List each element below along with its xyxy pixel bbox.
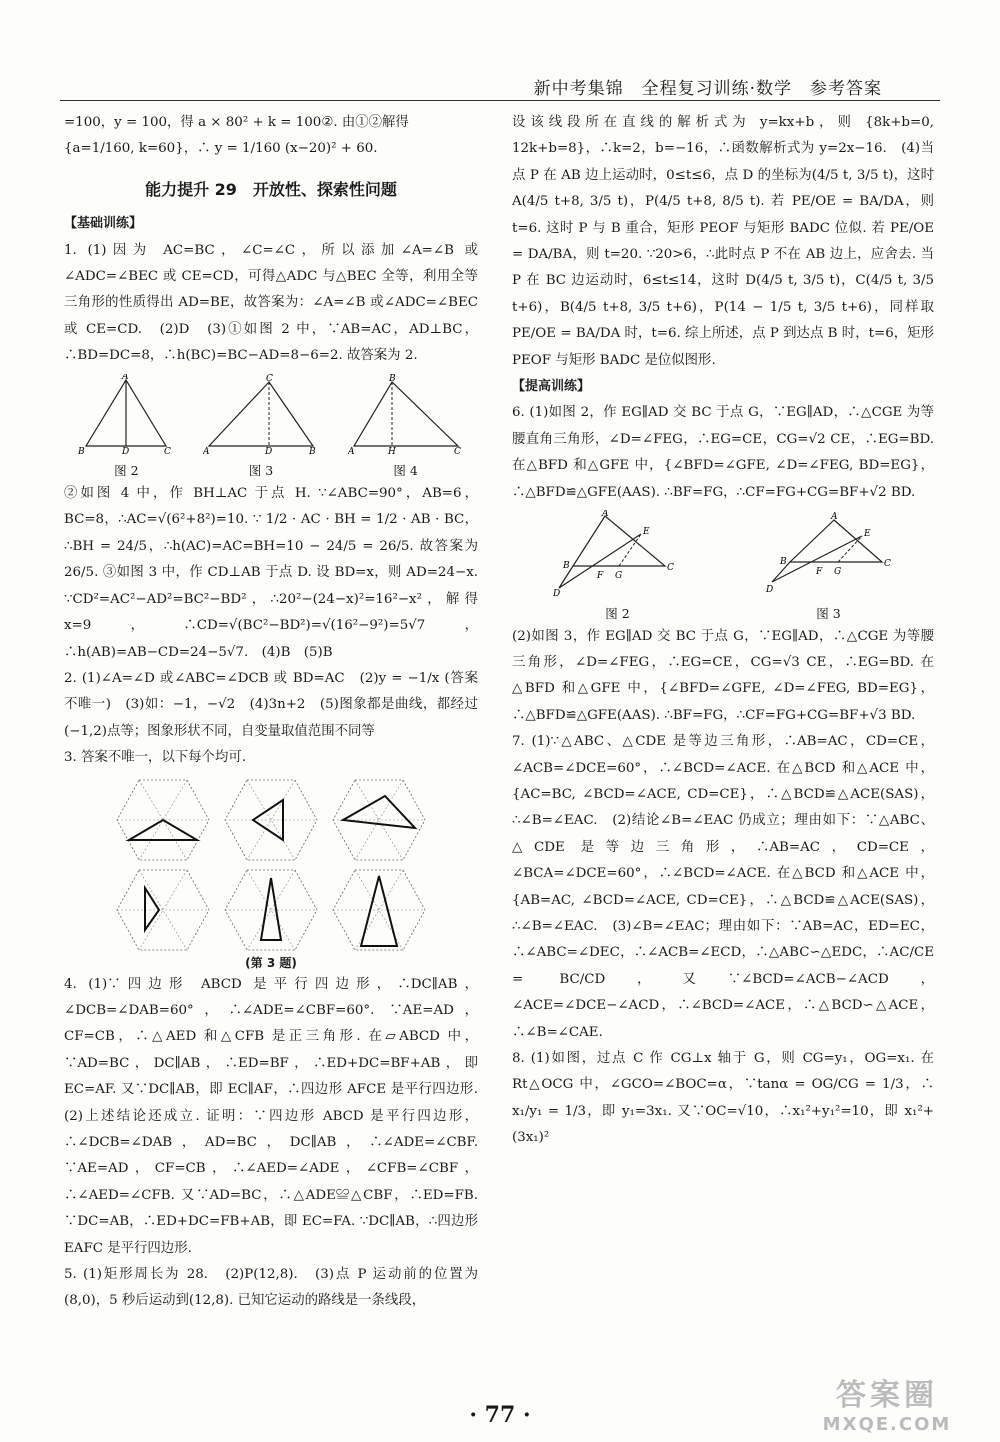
figure-row-triangles <box>64 374 478 479</box>
svg-text:A: A <box>830 512 837 523</box>
svg-text:C: C <box>666 563 674 574</box>
q6-figure-2-caption: 图 2 <box>605 605 630 621</box>
figure-row-q6 <box>512 510 934 621</box>
hexagon-triangle-5-icon <box>223 868 319 952</box>
figure-4-caption: 图 4 <box>393 463 418 479</box>
q6-figure-2-diagram-icon <box>553 510 683 596</box>
svg-text:B: B <box>562 561 570 572</box>
question-2: 2. (1)∠A=∠D 或∠ABC=∠DCB 或 BD=AC (2)y = −1/x (答案不唯一) (3)如：−1，−√2 (4)3n+2 (5)图象都是曲线，都经过(−1,2)点等；图象形状不同，自变量取值范围不同等 <box>64 670 478 739</box>
page-number: · 77 · <box>469 1402 531 1428</box>
hexagon-triangle-3-icon <box>331 778 427 862</box>
watermark-line-1: 答案圈 <box>836 1378 938 1413</box>
triangle-figure-3-icon <box>203 374 319 454</box>
svg-text:D: D <box>765 585 773 596</box>
left-column <box>64 110 492 1315</box>
svg-text:C: C <box>883 559 891 570</box>
right-column <box>512 110 934 1152</box>
question-6: 6. (1)如图 2，作 EG∥AD 交 BC 于点 G，∵EG∥AD，∴△CGE 为等腰直角三角形，∠D=∠FEG，∴EG=CE，CG=√2 CE，∴EG=BD. 在△BFD 和△GFE 中，{∠BFD=∠GFE, ∠D=∠FEG, BD=EG}，∴△BFD≌△GFE(AAS). ∴BF=FG，∴CF=FG+CG=BF+√2 BD. <box>512 405 934 500</box>
svg-text:G: G <box>833 567 841 578</box>
figure-3-caption: 图 3 <box>248 463 274 479</box>
section-title: 能力提升 29 开放性、探索性问题 <box>145 179 397 199</box>
q6-figure-2 <box>553 510 683 621</box>
intro-line-2: {a=1/160, k=60}，∴ y = 1/160 (x−20)² + 60. <box>64 141 378 157</box>
svg-text:C: C <box>265 373 273 384</box>
question-4: 4. (1)∵四边形 ABCD 是平行四边形，∴DC∥AB，∠DCB=∠DAB=60°，∴∠ADE=∠CBF=60°. ∵AE=AD，CF=CB，∴△AED 和△CFB 是正三角形. 在▱ABCD 中，∵AD=BC，DC∥AB，∴ED=BF，∴ED+DC=BF+AB，即 EC=AF. 又∵DC∥AB，即 EC∥AF，∴四边形 AFCE 是平行四边形. (2)上述结论还成立. 证明：∵四边形 ABCD 是平行四边形，∴∠DCB=∠DAB，AD=BC，DC∥AB，∴∠ADE=∠CBF. ∵AE=AD，CF=CB，∴∠AED=∠ADE，∠CFB=∠CBF，∴∠AED=∠CFB. 又∵AD=BC，∴△ADE≌△CBF，∴ED=FB. ∵DC=AB，∴ED+DC=FB+AB，即 EC=FA. ∵DC∥AB，∴四边形 EAFC 是平行四边形. <box>64 976 492 1256</box>
triangle-figure-4-icon <box>348 374 464 454</box>
question-6-continued: (2)如图 3，作 EG∥AD 交 BC 于点 G，∵EG∥AD，∴△CGE 为等腰三角形，∠D=∠FEG，∴EG=CE，CG=√3 CE，∴EG=BD. 在△BFD 和△GFE 中，{∠BFD=∠GFE, ∠D=∠FEG, BD=EG}，∴△BFD≌△GFE(AAS). ∴BF=FG，∴CF=FG+CG=BF+√3 BD. <box>512 628 934 723</box>
figure-2-caption: 图 2 <box>114 463 139 479</box>
svg-text:F: F <box>596 571 603 582</box>
svg-text:B: B <box>388 373 396 384</box>
svg-text:B: B <box>779 557 787 568</box>
watermark-logo <box>792 1370 982 1436</box>
svg-text:A: A <box>122 373 129 382</box>
q6-figure-3 <box>764 510 894 621</box>
header-rule <box>60 100 940 101</box>
svg-text:B: B <box>78 446 85 454</box>
svg-text:F: F <box>815 567 822 578</box>
question-5-continued: 设该线段所在直线的解析式为 y=kx+b，则 {8k+b=0, 12k+b=8}，∴k=2，b=−16，∴函数解析式为 y=2x−16. (4)当点 P 在 AB 边上运动时，0≤t≤6，点 D 的坐标为(4/5 t, 3/5 t)，这时 A(4/5 t+8, 3/5 t)，P(4/5 t+8, 8/5 t). 若 PE/OE = BA/DA，则 t=6. 这时 P 与 B 重合，矩形 PEOF 与矩形 BADC 位似. 若 PE/OE = DA/BA，则 t=20. ∵20>6，∴此时点 P 不在 AB 边上，应舍去. 当 P 在 BC 边运动时，6≤t≤14，这时 D(4/5 t, 3/5 t)，C(4/5 t, 3/5 t+6)，B(4/5 t+8, 3/5 t+6)，P(14 − 1/5 t, 3/5 t+6)，同样取 PE/OE = BA/DA 时，t=6. 综上所述，点 P 到达点 B 时，t=6，矩形 PEOF 与矩形 BADC 是位似图形. <box>512 115 934 368</box>
svg-text:D: D <box>552 589 560 597</box>
figure-4 <box>348 374 464 479</box>
running-header: 新中考集锦 全程复习训练·数学 参考答案 <box>533 79 882 99</box>
figure-3 <box>203 374 319 479</box>
question-1: 1. (1)因为 AC=BC，∠C=∠C，所以添加∠A=∠B 或∠ADC=∠BEC 或 CE=CD，可得△ADC 与△BEC 全等，利用全等三角形的性质得出 AD=BE，故答案为：∠A=∠B 或∠ADC=∠BEC 或 CE=CD. (2)D (3)①如图 2 中，∵AB=AC，AD⊥BC，∴BD=DC=8，∴h(BC)=BC−AD=8−6=2. 故答案为 2. <box>64 242 478 364</box>
question-3: 3. 答案不唯一，以下每个均可. <box>64 750 246 766</box>
hexagon-triangle-6-icon <box>331 868 427 952</box>
hexagon-triangle-2-icon <box>223 778 319 862</box>
svg-text:A: A <box>347 446 355 454</box>
question-3-caption: (第 3 题) <box>245 955 297 970</box>
question-7: 7. (1)∵△ABC、△CDE 是等边三角形，∴AB=AC，CD=CE，∠ACB=∠DCE=60°，∴∠BCD=∠ACE. 在△BCD 和△ACE 中，{AC=BC, ∠BCD=∠ACE, CD=CE}，∴△BCD≌△ACE(SAS)，∴∠B=∠EAC. (2)结论∠B=∠EAC 仍成立；理由如下：∵△ABC、△CDE 是等边三角形，∴AB=AC，CD=CE，∠BCA=∠DCE=60°，∴∠BCD=∠ACE. 在△BCD 和△ACE 中，{AB=AC, ∠BCD=∠ACE, CD=CE}，∴△BCD≌△ACE(SAS)，∴∠B=∠EAC. (3)∠B=∠EAC；理由如下：∵AB=AC，ED=EC，∴∠ABC=∠DEC，∴∠ACB=∠ECD，∴△ABC∽△EDC，∴AC/CE = BC/CD，又∵∠BCD=∠ACB−∠ACD，∠ACE=∠DCE−∠ACD，∴∠BCD=∠ACE，∴△BCD∽△ACE，∴∠B=∠CAE. <box>512 734 934 1040</box>
intro-line-1: =100，y = 100，得 a × 80² + k = 100②. 由①②解得 <box>64 115 409 130</box>
svg-text:E: E <box>863 529 871 540</box>
svg-text:C: C <box>453 446 461 454</box>
svg-text:C: C <box>164 446 172 454</box>
svg-text:D: D <box>122 446 130 454</box>
triangle-figure-2-icon <box>78 374 174 454</box>
advanced-training-label: 【提高训练】 <box>512 379 591 395</box>
hexagon-grid-figures <box>64 778 478 952</box>
svg-text:H: H <box>387 446 396 454</box>
svg-text:A: A <box>202 446 210 454</box>
svg-text:B: B <box>308 446 316 454</box>
basic-training-label: 【基础训练】 <box>64 216 143 232</box>
hexagon-triangle-4-icon <box>115 868 211 952</box>
q6-figure-3-caption: 图 3 <box>816 605 841 621</box>
svg-text:A: A <box>601 510 608 520</box>
q6-figure-3-diagram-icon <box>764 510 894 596</box>
question-1-continued: ②如图 4 中，作 BH⊥AC 于点 H. ∵∠ABC=90°，AB=6，BC=8，∴AC=√(6²+8²)=10. ∵ 1/2 · AC · BH = 1/2 · AB · BC，∴BH = 24/5，∴h(AC)=AC=BH=10 − 24/5 = 26/5. 故答案为 26/5. ③如图 3 中，作 CD⊥AB 于点 D. 设 BD=x，则 AD=24−x. ∵CD²=AC²−AD²=BC²−BD²，∴20²−(24−x)²=16²−x²，解得 x=9，∴CD=√(BC²−BD²)=√(16²−9²)=5√7，∴h(AB)=AB−CD=24−5√7. (4)B (5)B <box>64 486 478 660</box>
svg-text:D: D <box>264 446 273 454</box>
figure-2 <box>78 374 174 479</box>
svg-text:G: G <box>614 571 622 582</box>
hexagon-triangle-1-icon <box>115 778 211 862</box>
question-8: 8. (1)如图，过点 C 作 CG⊥x 轴于 G，则 CG=y₁，OG=x₁. 在 Rt△OCG 中，∠GCO=∠BOC=α，∵tanα = OG/CG = 1/3，∴ x₁/y₁ = 1/3，即 y₁=3x₁. 又∵OC=√10，∴x₁²+y₁²=10，即 x₁²+(3x₁)² <box>512 1051 934 1146</box>
svg-text:E: E <box>642 527 650 538</box>
question-5: 5. (1)矩形周长为 28. (2)P(12,8). (3)点 P 运动前的位置为(8,0)，5 秒后运动到(12,8). 已知它运动的路线是一条线段， <box>64 1267 478 1309</box>
watermark-line-2: MXQE.COM <box>822 1414 952 1435</box>
